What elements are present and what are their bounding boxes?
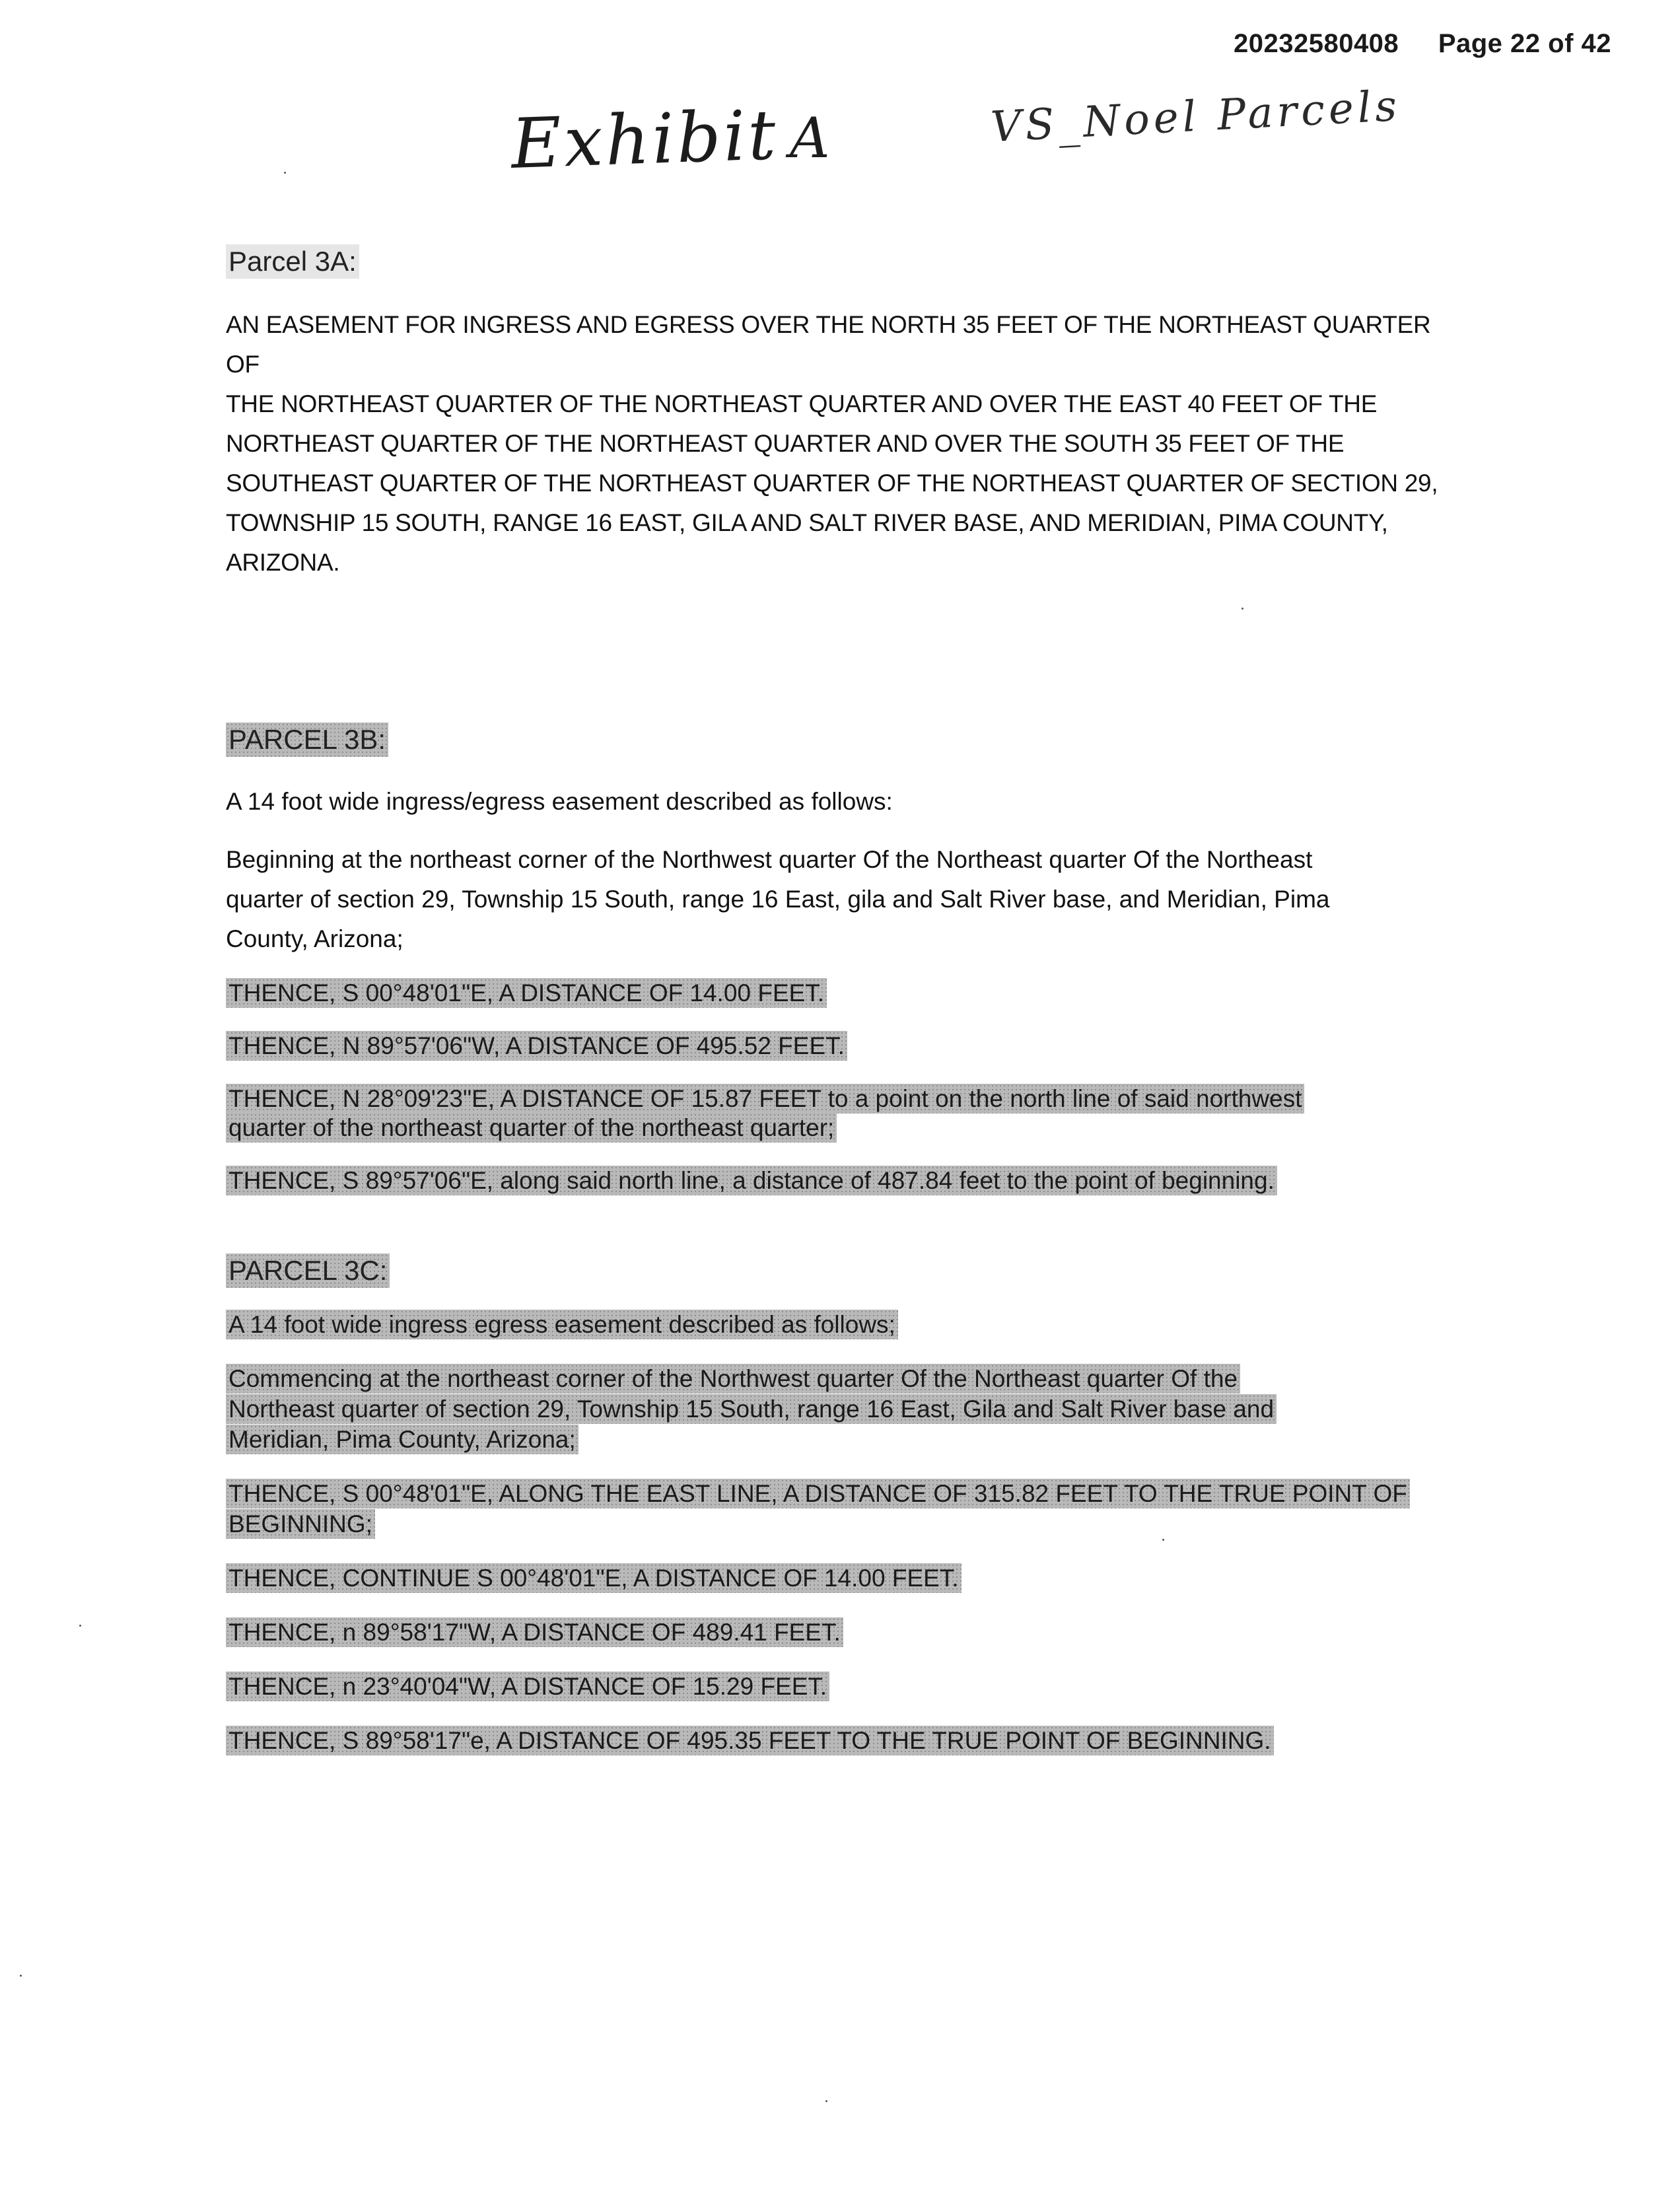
parcel-3a-line: ARIZONA. <box>226 549 340 576</box>
parcel-3b-call: THENCE, N 89°57'06"W, A DISTANCE OF 495.52 FEET. <box>226 1031 847 1061</box>
handwritten-exhibit-title: Exhibit <box>509 94 780 185</box>
parcel-3c-intro: A 14 foot wide ingress egress easement described as follows; <box>226 1310 898 1339</box>
parcel-3b-calls <box>226 976 1467 1198</box>
scan-speck <box>284 172 286 174</box>
parcel-3a-line: TOWNSHIP 15 SOUTH, RANGE 16 EAST, GILA AND SALT RIVER BASE, AND MERIDIAN, PIMA COUNTY, <box>226 509 1388 536</box>
parcel-3b-intro: A 14 foot wide ingress/egress easement described as follows: <box>226 788 893 815</box>
scan-speck <box>1242 608 1243 610</box>
parcel-3b-section <box>226 723 1467 1198</box>
parcel-3c-calls <box>226 1477 1467 1758</box>
parcel-3b-call: quarter of the northeast quarter of the northeast quarter; <box>226 1113 837 1143</box>
parcel-3c-call: THENCE, n 89°58'17"W, A DISTANCE OF 489.41 FEET. <box>226 1617 843 1647</box>
handwritten-note: VS_Noel Parcels <box>989 81 1402 153</box>
parcel-3a-line: NORTHEAST QUARTER OF THE NORTHEAST QUARTER AND OVER THE SOUTH 35 FEET OF THE <box>226 430 1345 457</box>
parcel-3c-commencing-line: Commencing at the northeast corner of the Northwest quarter Of the Northeast quarter Of the <box>226 1364 1240 1394</box>
recording-number: 20232580408 <box>1233 29 1399 58</box>
parcel-3b-call: THENCE, S 00°48'01"E, A DISTANCE OF 14.00 FEET. <box>226 978 827 1008</box>
scan-speck <box>1162 1539 1164 1541</box>
parcel-3c-call: BEGINNING; <box>226 1509 375 1539</box>
parcel-3c-commencing-line: Meridian, Pima County, Arizona; <box>226 1425 578 1454</box>
parcel-3c-commencing-line: Northeast quarter of section 29, Township 15 South, range 16 East, Gila and Salt River base and <box>226 1394 1277 1424</box>
scan-speck <box>79 1625 81 1627</box>
parcel-3b-call: THENCE, S 89°57'06"E, along said north line, a distance of 487.84 feet to the point of beginning. <box>226 1166 1277 1195</box>
handwritten-exhibit-letter: A <box>790 106 830 170</box>
parcel-3a-description <box>226 305 1467 582</box>
parcel-3c-call: THENCE, CONTINUE S 00°48'01"E, A DISTANCE OF 14.00 FEET. <box>226 1563 962 1593</box>
page-header <box>1234 29 1611 59</box>
parcel-3c-heading: PARCEL 3C: <box>226 1253 390 1288</box>
parcel-3b-beginning-line: County, Arizona; <box>226 925 403 952</box>
parcel-3b-beginning <box>226 840 1467 959</box>
parcel-3b-beginning-line: quarter of section 29, Township 15 South, range 16 East, gila and Salt River base, and Meridian, Pima <box>226 886 1330 913</box>
scan-speck <box>20 1975 22 1977</box>
parcel-3a-section <box>226 244 1467 582</box>
page-number: Page 22 of 42 <box>1438 29 1611 58</box>
parcel-3c-call: THENCE, n 23°40'04"W, A DISTANCE OF 15.29 FEET. <box>226 1672 829 1701</box>
parcel-3c-call: THENCE, S 00°48'01"E, ALONG THE EAST LINE, A DISTANCE OF 315.82 FEET TO THE TRUE POINT OF <box>226 1479 1410 1508</box>
legal-description <box>226 244 1467 1758</box>
parcel-3c-call: THENCE, S 89°58'17"e, A DISTANCE OF 495.35 FEET TO THE TRUE POINT OF BEGINNING. <box>226 1726 1274 1755</box>
parcel-3a-line: AN EASEMENT FOR INGRESS AND EGRESS OVER THE NORTH 35 FEET OF THE NORTHEAST QUARTER OF <box>226 311 1431 378</box>
parcel-3b-beginning-line: Beginning at the northeast corner of the Northwest quarter Of the Northeast quarter Of the Northeast <box>226 846 1313 873</box>
parcel-3b-heading: PARCEL 3B: <box>226 723 388 757</box>
scan-speck <box>825 2100 827 2102</box>
parcel-3a-line: SOUTHEAST QUARTER OF THE NORTHEAST QUARTER OF THE NORTHEAST QUARTER OF SECTION 29, <box>226 470 1438 497</box>
parcel-3c-section <box>226 1253 1467 1758</box>
parcel-3a-heading: Parcel 3A: <box>226 244 359 279</box>
parcel-3a-line: THE NORTHEAST QUARTER OF THE NORTHEAST QUARTER AND OVER THE EAST 40 FEET OF THE <box>226 390 1378 417</box>
parcel-3c-commencing <box>226 1362 1467 1457</box>
parcel-3b-call: THENCE, N 28°09'23"E, A DISTANCE OF 15.87 FEET to a point on the north line of said northwest <box>226 1084 1304 1113</box>
